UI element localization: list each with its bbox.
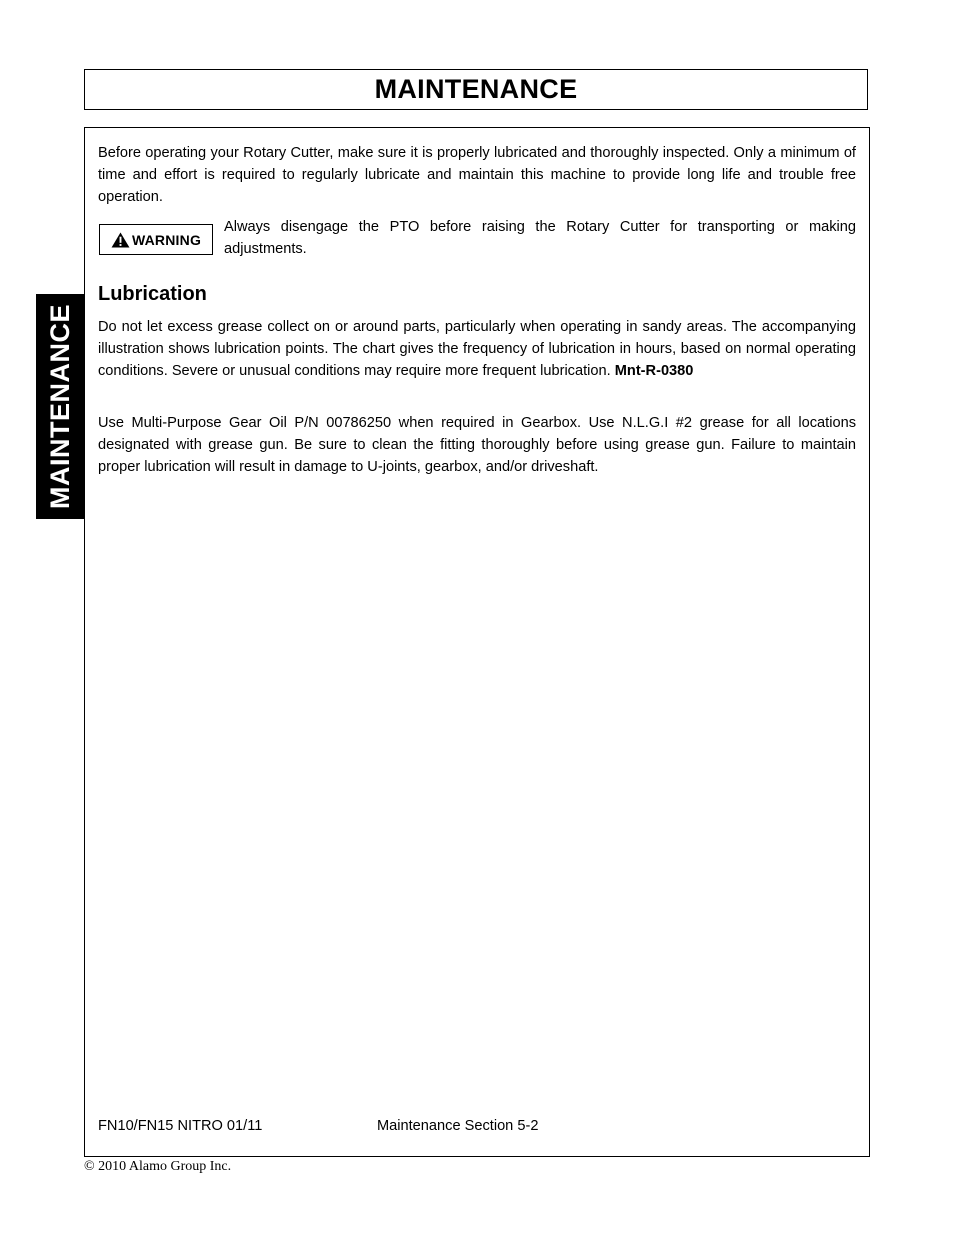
- footer-model: FN10/FN15 NITRO 01/11: [98, 1118, 263, 1134]
- warning-triangle-icon: [111, 232, 130, 248]
- warning-label-box: [99, 224, 213, 255]
- lubrication-heading: Lubrication: [98, 283, 207, 305]
- warning-message: Always disengage the PTO before raising the Rotary Cutter for transporting or making adjustments.: [224, 219, 856, 257]
- side-tab-label: MAINTENANCE: [44, 304, 75, 509]
- footer-section: Maintenance Section 5-2: [377, 1118, 539, 1134]
- intro-paragraph: Before operating your Rotary Cutter, make sure it is properly lubricated and thoroughly inspected. Only a minimum of time and effort is required to regularly lubricate and maintain this machine to provide long life and trouble free operation.: [98, 145, 856, 205]
- copyright-notice: © 2010 Alamo Group Inc.: [84, 1159, 232, 1174]
- content-frame: [84, 127, 870, 1157]
- lubrication-paragraph-1: [98, 317, 856, 382]
- page-title: MAINTENANCE: [374, 74, 578, 104]
- section-side-tab: [36, 294, 84, 519]
- reference-code: Mnt-R-0380: [614, 362, 694, 379]
- lubrication-paragraph-2: Use Multi-Purpose Gear Oil P/N 00786250 when required in Gearbox. Use N.L.G.I #2 grease for all locations designated with grease gun. Be sure to clean the fitting thoroughly before using grease gun. Failure to maintain proper lubrication will result in damage to U-joints, gearbox, and/or driveshaft.: [98, 415, 856, 475]
- warning-label: WARNING: [131, 231, 202, 248]
- page-header: [84, 69, 868, 110]
- lubrication-text-1: Do not let excess grease collect on or around parts, particularly when operating in sandy areas. The accompanying illustration shows lubrication points. The chart gives the frequency of lubrication in hours, based on normal operating conditions. Severe or unusual conditions may require more frequent lubrication.: [98, 319, 856, 379]
